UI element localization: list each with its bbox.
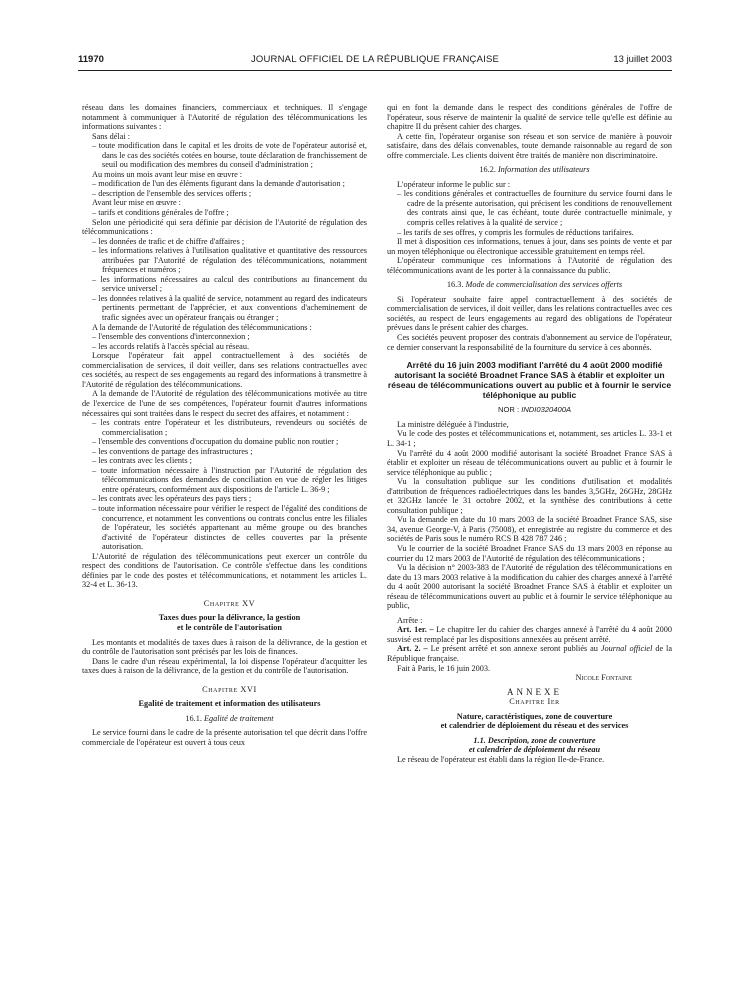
paragraph: Vu le courrier de la société Broadnet France SAS du 13 mars 2003 en réponse au courrier du 12 mars 2003 de l'Autorité de régulation des télécommunications ; (387, 543, 672, 563)
paragraph: Les montants et modalités de taxes dues à raison de la délivrance, de la gestion et du contrôle de l'autorisation sont précisés par les lois de finances. (82, 637, 367, 657)
section-heading (387, 280, 672, 290)
list-item: – les contrats avec les opérateurs des pays tiers ; (92, 494, 252, 504)
list-item: – les contrats avec les clients ; (92, 456, 192, 466)
section-title: Mode de commercialisation des services offerts (465, 280, 623, 290)
paragraph: Le réseau de l'opérateur est établi dans la région Ile-de-France. (397, 754, 605, 764)
nor-reference (387, 405, 672, 415)
left-column (82, 103, 367, 747)
paragraph: Avant leur mise en œuvre : (92, 198, 181, 208)
chapter-heading: Chapitre XV (203, 598, 256, 608)
list-item: – les conventions de partage des infrastructures ; (92, 446, 253, 456)
chapter-title: Egalité de traitement et information des utilisateurs (138, 699, 321, 709)
article-label: Art. 1er. – (397, 625, 434, 635)
signature: Nicole Fontaine (575, 673, 632, 683)
paragraph: A la demande de l'Autorité de régulation des télécommunications motivée au titre de l'exercice de l'une de ses compétences, l'opérateur fournit d'autres informations nécessaires qui sont traitées dans le respect du secret des affaires, et notamment : (82, 389, 367, 418)
list-item: – les données de trafic et de chiffre d'affaires ; (92, 236, 245, 246)
paragraph: Dans le cadre d'un réseau expérimental, la loi dispense l'opérateur d'acquitter les taxes dues à raison de la délivrance, de la gestion et du contrôle de l'autorisation. (82, 656, 367, 676)
chapter-heading: Chapitre Ier (509, 697, 560, 707)
paragraph: Vu l'arrêté du 4 août 2000 modifié autorisant la société Broadnet France SAS à établir et exploiter un réseau de télécommunications ouvert au public et à fournir le service téléphonique au public ; (387, 448, 672, 477)
list-item: – les accords relatifs à l'accès spécial au réseau. (92, 341, 250, 351)
nor-label: NOR : (497, 405, 520, 415)
paragraph: Le service fourni dans le cadre de la présente autorisation tel que décrit dans l'offre commerciale de l'opérateur est ouvert à tous ceux (82, 728, 367, 747)
chapter-title: et calendrier de déploiement du réseau et des services (440, 721, 629, 731)
article (387, 625, 672, 644)
list-item: – l'ensemble des conventions d'occupation du domaine public non routier ; (92, 437, 339, 447)
right-column (387, 103, 672, 764)
paragraph: Vu la décision n° 2003-383 de l'Autorité de régulation des télécommunications en date du 13 mars 2003 relative à la modification du cahier des charges annexé à l'arrêté du 4 août 2000 autorisant la société Broadnet France SAS à établir et exploiter un réseau de télécommunications ouvert au public et à fournir le service téléphonique au public, (387, 563, 672, 611)
section-title: Information des utilisateurs (497, 165, 590, 175)
section-title: Egalité de traitement (203, 713, 274, 723)
page-number: 11970 (78, 54, 104, 65)
article (387, 644, 672, 663)
paragraph: Il met à disposition ces informations, tenues à jour, dans ses points de vente et par un moyen téléphonique ou électronique accessible gratuitement en temps réel. (387, 237, 672, 256)
article-text: Le chapitre Ier du cahier des charges annexé à l'arrêté du 4 août 2000 susvisé est remplacé par les dispositions annexées au présent arrêté. (387, 625, 672, 644)
list-item: – les informations relatives à l'utilisation qualitative et quantitative des ressources attribuées par l'Autorité de régulation des télécommunications, notamment fréquences et numéros ; (92, 246, 367, 275)
list-item: – description de l'ensemble des services offerts ; (92, 188, 252, 198)
chapter-title: Taxes dues pour la délivrance, la gestion (158, 613, 301, 623)
section-heading: 1.1. Description, zone de couverture (473, 735, 596, 745)
paragraph: L'Autorité de régulation des télécommunications peut exercer un contrôle du respect des conditions de l'autorisation. Ce contrôle s'effectue dans les conditions définies par le code des postes et télécommunications, et notamment les articles L. 32-4 et L. 36-13. (82, 551, 367, 590)
paragraph: Selon une périodicité qui sera définie par décision de l'Autorité de régulation des télécommunications : (82, 217, 367, 237)
paragraph: Arrête : (397, 615, 423, 625)
article-label: Art. 2. – (397, 644, 428, 654)
list-item: – l'ensemble des conventions d'interconnexion ; (92, 332, 250, 342)
list-item: – les données relatives à la qualité de service, notamment au regard des indicateurs pertinents permettant de l'apprécier, et aux conventions d'acheminement de trafic signées avec un opérateur français ou étranger ; (92, 293, 367, 323)
paragraph: L'opérateur informe le public sur : (397, 179, 511, 189)
paragraph: Au moins un mois avant leur mise en œuvre : (92, 169, 243, 179)
list-item: – les contrats entre l'opérateur et les distributeurs, revendeurs ou sociétés de commercialisation ; (92, 418, 367, 437)
section-heading (82, 714, 367, 724)
list-item: – toute modification dans le capital et les droits de vote de l'opérateur autorisé et, dans le cas des sociétés cotées en bourse, toute déclaration de franchissement de seuil ou modification des membres du conseil d'administration ; (92, 141, 367, 170)
paragraph: Fait à Paris, le 16 juin 2003. (397, 663, 491, 673)
section-heading (387, 165, 672, 175)
page-header (78, 54, 672, 68)
list-item: – les conditions générales et contractuelles de fourniture du service fourni dans le cadre de la présente autorisation, qui précisent les conditions de renouvellement des contrats ainsi que, le cas échéant, toute durée contractuelle minimale, y compris celles relatives à la qualité de service ; (397, 189, 672, 228)
paragraph: Si l'opérateur souhaite faire appel contractuellement à des sociétés de commercialisation de services, il doit veiller, dans les relations contractuelles avec ces sociétés, au respect de leurs engagements au regard des obligations de l'opérateur prévues dans le présent cahier des charges. (387, 294, 672, 333)
paragraph: A la demande de l'Autorité de régulation des télécommunications : (92, 322, 312, 332)
paragraph: Ces sociétés peuvent proposer des contrats d'abonnement au service de l'opérateur, ce dernier conservant la responsabilité de la fourniture du service à ces abonnés. (387, 333, 672, 352)
section-number: 16.3. (446, 280, 464, 290)
decree-title: Arrêté du 16 juin 2003 modifiant l'arrêté du 4 août 2000 modifié autorisant la société Broadnet France SAS à établir et exploiter un réseau de télécommunications ouvert au public et à fournir le service téléphonique au public (387, 360, 672, 400)
section-heading: et calendrier de déploiement du réseau (468, 745, 601, 755)
chapter-title: Nature, caractéristiques, zone de couverture (456, 711, 613, 721)
chapter-title: et le contrôle de l'autorisation (177, 622, 282, 632)
annex-heading: ANNEXE (507, 686, 562, 697)
journal-title: JOURNAL OFFICIEL DE LA RÉPUBLIQUE FRANÇAISE (250, 54, 500, 65)
list-item: – tarifs et conditions générales de l'offre ; (92, 208, 229, 218)
section-number: 16.2. (479, 165, 496, 175)
paragraph: réseau dans les domaines financiers, commerciaux et techniques. Il s'engage notamment à communiquer à l'Autorité de régulation des télécommunications les informations suivantes : (82, 103, 367, 132)
paragraph: Vu le code des postes et télécommunications et, notamment, ses articles L. 33-1 et L. 34-1 ; (387, 429, 672, 448)
section-number: 16.1. (185, 713, 202, 723)
paragraph: Sans délai : (92, 131, 131, 141)
paragraph: Vu la demande en date du 10 mars 2003 de la société Broadnet France SAS, sise 34, avenue George-V, à Paris (75008), et enregistrée au registre du commerce et des sociétés de Paris sous le numéro RCS B 428 787 246 ; (387, 515, 672, 544)
list-item: – toute information nécessaire pour vérifier le respect de l'égalité des conditions de concurrence, et notamment les conventions ou contrats conclus entre les filiales de l'opérateur, les sociétés appartenant au même groupe ou des branches d'activité de l'opérateur distinctes de celles couvertes par la présente autorisation. (92, 503, 367, 552)
list-item: – modification de l'un des éléments figurant dans la demande d'autorisation ; (92, 179, 345, 189)
header-rule (78, 70, 672, 71)
list-item: – les tarifs de ses offres, y compris les formules de réductions tarifaires. (397, 227, 634, 237)
paragraph: qui en font la demande dans le respect des conditions générales de l'offre de l'opérateur, sous réserve de maintenir la qualité de service telle qu'elle est définie au chapitre II du présent cahier des charges. (387, 103, 672, 132)
paragraph: Vu la consultation publique sur les conditions d'utilisation et modalités d'attribution de fréquences radioélectriques dans les bandes 3,5GHz, 26GHz, 28GHz et 32GHz lancée le 31 octobre 2002, et la synthèse des contributions à cette consultation publique ; (387, 477, 672, 515)
journal-reference: Journal officiel (600, 644, 653, 654)
list-item: – les informations nécessaires au calcul des contributions au financement du service universel ; (92, 274, 367, 294)
article-text: de la République française. (387, 644, 672, 663)
paragraph: Lorsque l'opérateur fait appel contractuellement à des sociétés de commercialisation de services, il doit veiller, dans ses relations contractuelles avec ces sociétés, au respect de ses engagements au regard des informations à transmettre à l'Autorité de régulation des télécommunications. (82, 351, 367, 389)
paragraph: L'opérateur communique ces informations à l'Autorité de régulation des télécommunications avant de les porter à la connaissance du public. (387, 256, 672, 275)
paragraph: La ministre déléguée à l'industrie, (397, 419, 509, 429)
paragraph: A cette fin, l'opérateur organise son réseau et son service de manière à pouvoir satisfaire, dans des délais convenables, toute demande raisonnable au regard de son offre commerciale. Les clients doivent être traités de manière non discriminatoire. (387, 131, 672, 160)
chapter-heading: Chapitre XVI (202, 684, 257, 694)
article-text: Le présent arrêté et son annexe seront publiés au (430, 644, 598, 654)
list-item: – toute information nécessaire à l'instruction par l'Autorité de régulation des télécommunications des demandes de conciliation en vue de régler les litiges entre opérateurs, conformément aux dispositions de l'article L. 36-9 ; (92, 465, 367, 494)
nor-code: INDI0320400A (521, 405, 572, 415)
issue-date: 13 juillet 2003 (613, 54, 672, 65)
